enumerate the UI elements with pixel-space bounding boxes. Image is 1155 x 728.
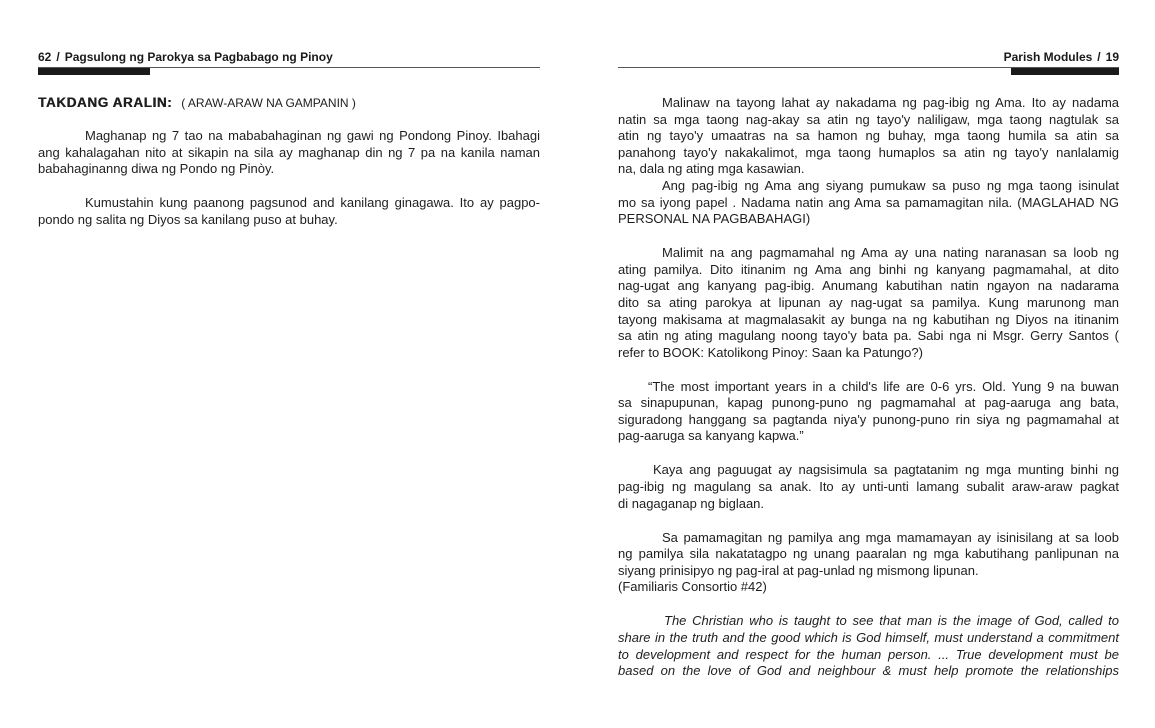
- text-line: Kumustahin kung paanong pagsunod and kanilang ginagawa. Ito ay pagpo-: [85, 195, 540, 211]
- paragraph: [618, 178, 1119, 228]
- text-line: Malinaw na tayong lahat ay nakadama ng pag-ibig ng Ama. Ito ay nadama: [662, 95, 1119, 110]
- paragraph: [618, 245, 1119, 361]
- text-line: The Christian who is taught to see that man is the image of God, called to: [664, 613, 1119, 629]
- text-line: ng pamilya sila nakatatagpo ng unang paaralan ng mga kabutihang panlipunan na: [618, 546, 1119, 562]
- paragraph: [618, 95, 1119, 178]
- citation: (Familiaris Consortio #42): [618, 579, 767, 595]
- text-line: PERSONAL NA PAGBABAHAGI): [618, 211, 811, 227]
- text-line: to development and respect for the human person. ... True development must be: [618, 646, 1119, 662]
- header-separator: /: [56, 50, 60, 64]
- text-line: Sa pamamagitan ng pamilya ang mga mamamayan ay isinisilang at sa loob: [662, 529, 1119, 545]
- text-line: based on the love of God and neighbour & must help promote the relationships: [618, 663, 1119, 679]
- text-line: nag-ugat ang kanyang pag-ibig. Anumang kabutihan natin ngayon na nadarama: [618, 278, 1119, 294]
- running-title: Pagsulong ng Parokya sa Pagbabago ng Pinoy: [64, 50, 333, 64]
- text-line: na, dala ng ating mga kasawian.: [618, 161, 805, 177]
- text-line: siguradong hanggang sa pagtanda niya'y punong-puno rin siya ng pagmamahal at: [618, 411, 1119, 427]
- text-line: panahong tayo'y nakakalimot, mga taong humaplos sa atin ng tayo'y nanlalamig: [618, 144, 1119, 160]
- quotation: [618, 379, 1119, 445]
- text-line: di nagaganap ng biglaan.: [618, 495, 765, 511]
- text-line: sa sinapupunan, kapag punong-puno ng pagmamahal at pag-aaruga ang bata,: [618, 395, 1119, 411]
- paragraph: [618, 530, 1119, 596]
- text-line: siyang prinisipyo ng pag-iral at pag-unlad ng mismong lipunan.: [618, 562, 979, 578]
- header-separator: /: [1097, 50, 1101, 64]
- text-line: Kaya ang paguugat ay nagsisimula sa pagtatanim ng mga munting binhi ng: [653, 462, 1119, 478]
- text-line: Maghanap ng 7 tao na mababahaginan ng gawi ng Pondong Pinoy. Ibahagi: [85, 127, 540, 143]
- text-line: pag-ibig ng magulang sa anak. Ito ay unti-unti lamang subalit araw-araw pagkat: [618, 479, 1119, 495]
- text-line: pondo ng salita ng Diyos sa kanilang puso at buhay.: [38, 211, 338, 227]
- text-line: tayong makisama at magmalasakit ay bunga na ng kabutihan ng Diyos na itinanim: [618, 311, 1119, 327]
- page-body: [618, 95, 1119, 697]
- running-title: Parish Modules: [1003, 50, 1093, 64]
- right-page: [618, 0, 1119, 728]
- assignment-subtitle: ( ARAW-ARAW NA GAMPANIN ): [181, 96, 356, 110]
- text-line: atin ng tayo'y umaatras na sa hamon ng buhay, mga taong humila sa atin sa: [618, 128, 1119, 144]
- text-line: Ang pag-ibig ng Ama ang siyang pumukaw sa puso ng mga taong isinulat: [662, 177, 1119, 193]
- text-line: sa atin ng ating magulang noong tayo'y bata pa. Sabi nga ni Msgr. Gerry Santos (: [618, 328, 1119, 344]
- text-line: natin sa mga taong nag-akay sa atin ng tayo'y naliligaw, mga taong nagtulak sa: [618, 111, 1119, 127]
- assignment-heading: [38, 95, 540, 112]
- assignment-label: TAKDANG ARALIN:: [38, 95, 173, 110]
- text-line: “The most important years in a child's life are 0-6 yrs. Old. Yung 9 na buwan: [648, 378, 1119, 394]
- text-line: Malimit na ang pagmamahal ng Ama ay una nating naranasan sa loob ng: [662, 245, 1119, 261]
- header-bar: [1011, 68, 1119, 75]
- paragraph: [618, 462, 1119, 512]
- left-page: [38, 0, 540, 728]
- header-bar: [38, 68, 150, 75]
- paragraph: [38, 128, 540, 178]
- text-line: babahaginanng diwa ng Pondo ng Pinòy.: [38, 161, 275, 177]
- text-line: pag-aaruga sa kanyang kapwa.”: [618, 428, 804, 444]
- text-line: refer to BOOK: Katolikong Pinoy: Saan ka Patungo?): [618, 344, 923, 360]
- text-line: dito sa ating parokya at lipunan ay nag-ugat sa pamilya. Kung marunong man: [618, 294, 1119, 310]
- page-body: [38, 95, 540, 246]
- text-line: ating pamilya. Dito itinanim ng Ama ang binhi ng kanyang pagmamahal, at dito: [618, 261, 1119, 277]
- text-line: ang kahalagahan nito at sikapin na sila ay maghanap din ng 7 pa na kanila naman: [38, 144, 540, 160]
- page-number: 19: [1105, 50, 1119, 64]
- running-header: [1004, 49, 1119, 65]
- italic-quotation: [618, 613, 1119, 679]
- running-header: [38, 49, 333, 65]
- paragraph: [38, 195, 540, 228]
- page-number: 62: [38, 50, 52, 64]
- text-line: share in the truth and the good which is God himself, must understand a commitment: [618, 629, 1119, 645]
- text-line: mo sa iyong papel . Nadama natin ang Ama sa pamamagitan nila. (MAGLAHAD NG: [618, 194, 1119, 210]
